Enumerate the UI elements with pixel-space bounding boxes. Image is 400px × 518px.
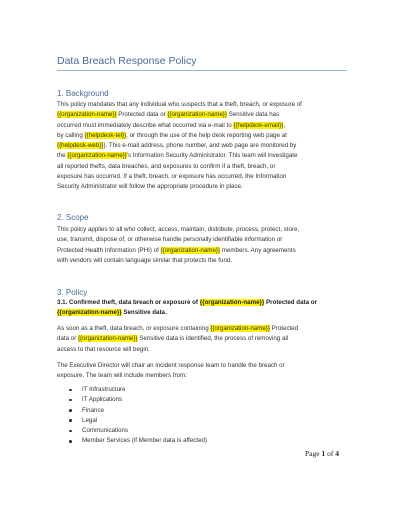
text-segment: As soon as a theft, data breach, or exposure containing [57,325,211,332]
text-segment: exposure has occurred. If a theft, breach, or exposure has occurred, the Information [57,173,287,181]
placeholder-token: {{organization-name}} [57,111,117,119]
text-segment: all reported thefts, data breaches, and exposures to confirm if a theft, breach, or [57,162,276,170]
list-item [69,416,207,426]
text-line [57,151,357,161]
bullet-icon [69,440,72,443]
text-segment: 's Information Security Administrator. This team will investigate [126,152,298,160]
text-line [57,225,357,235]
text-line [57,182,357,192]
text-segment: This policy applies to all who collect, access, maintain, distribute, process, protect, store, [57,226,300,233]
list-item [69,406,207,416]
text-line [57,172,357,182]
placeholder-token: {{organization-name}} [210,325,270,332]
text-line [57,162,357,172]
placeholder-token: {{helpdesk-web}} [57,142,104,150]
team-members-list [69,385,207,447]
text-segment: data or [57,335,78,343]
list-item-label: IT Applications [82,396,123,404]
policy-subheading-3-1 [57,298,357,319]
placeholder-token: {{helpdesk-tel}} [84,131,127,139]
text-line [57,256,357,266]
text-segment: use, transmit, dispose of, or otherwise handle personally identifiable information or [57,236,283,244]
text-segment: members. Any agreements [220,246,296,254]
text-line [57,246,357,256]
section-heading-background: 1. Background [57,89,109,98]
list-item-label: Finance [82,406,105,414]
placeholder-token: {{organization-name}} [199,299,265,306]
list-item [69,395,207,405]
placeholder-token: {{organization-name}} [67,152,127,160]
list-item-label: IT Infrastructure [82,386,126,393]
section-heading-scope: 2. Scope [57,213,89,222]
text-segment: Protected data or [116,111,168,119]
text-segment: access to that resource will begin. [57,345,150,353]
text-segment: 3.1. Confirmed theft, data breach or exposure of [57,299,200,306]
text-line [57,110,357,120]
text-segment: Sensitive data is identified, the process of removing all [137,335,289,343]
policy-paragraph-1 [57,324,357,355]
text-line [57,371,357,381]
text-segment: Security Administrator will follow the appropriate procedure in place. [57,183,243,191]
text-line [57,324,357,334]
placeholder-token: {{organization-name}} [77,335,138,343]
placeholder-token: {{organization-name}} [167,111,227,119]
total-pages: 4 [335,449,339,458]
list-item [69,385,207,395]
placeholder-token: {{organization-name}} [57,309,122,317]
list-item-label: Legal [82,416,98,424]
text-segment: exposure. The team will include members from: [57,372,187,380]
list-item [69,436,207,446]
placeholder-token: {{organization-name}} [160,246,221,254]
document-title: Data Breach Response Policy [57,55,197,67]
bullet-icon [69,409,72,412]
placeholder-token: {{helpdesk-email}} [233,121,284,129]
text-segment: Sensitive data. [121,309,167,317]
text-segment: the [57,152,68,160]
background-paragraph [57,100,357,193]
text-segment: with vendors will contain language similar that protects the fund. [57,256,233,264]
page-number: Page 1 of 4 [305,449,339,458]
text-segment: Sensitive data has [226,111,280,119]
title-underline [57,70,347,71]
bullet-icon [69,430,72,433]
text-segment: occurred must immediately describe what occurred via e-mail to [57,121,234,129]
scope-paragraph [57,225,357,266]
text-segment: Protected Health Information (PHI) of [57,246,161,254]
current-page: 1 [321,449,326,458]
text-segment: by calling [57,131,85,139]
text-line [57,141,357,151]
text-line [57,361,357,371]
text-segment: Protected [269,325,299,332]
list-item-label: Member Services (if Member data is affected) [82,437,208,445]
text-segment: Protected data or [264,299,317,306]
text-line [57,334,357,344]
text-line [57,298,357,308]
text-segment: , [283,121,286,129]
policy-paragraph-2 [57,361,357,382]
list-item-label: Communications [82,427,129,435]
section-heading-policy: 3. Policy [57,288,88,297]
text-line [57,121,357,131]
text-line [57,131,357,141]
list-item [69,426,207,436]
text-line [57,235,357,245]
text-line [57,100,357,110]
text-segment: This policy mandates that any individual who suspects that a theft, breach, or exposure of [57,101,302,108]
bullet-icon [69,399,72,402]
text-segment: , or through the use of the help desk reporting web page at [126,131,287,139]
text-segment: The Executive Director will chair an incident response team to handle the breach or [57,362,285,369]
bullet-icon [69,419,72,422]
text-line [57,308,357,318]
text-line [57,345,357,355]
text-segment: }. This e-mail address, phone number, and web page are monitored by [103,142,297,150]
bullet-icon [69,389,72,392]
